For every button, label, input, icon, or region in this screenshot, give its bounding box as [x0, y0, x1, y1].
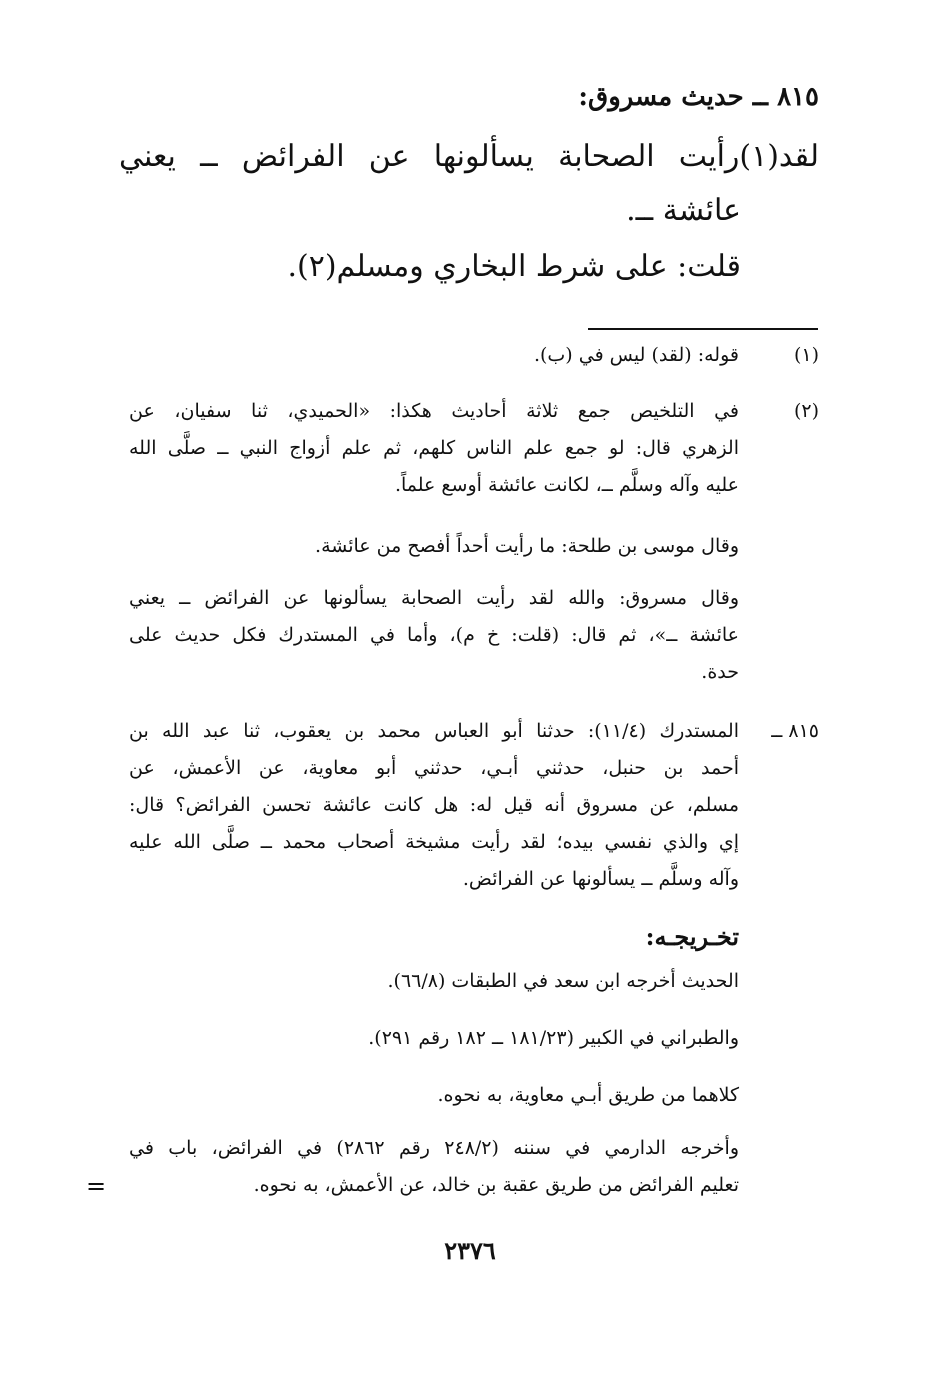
- footnote-2-line-3: عليه وآله وسلَّم ــ، لكانت عائشة أوسع علماً.: [394, 474, 739, 496]
- takhrij-p2: والطبراني في الكبير (١٨١/٢٣ ــ ١٨٢ رقم ٢٩١).: [368, 1027, 739, 1049]
- hadith-line-2: عائشة ــ.: [626, 193, 741, 228]
- footnote-2-para2: وقال موسى بن طلحة: ما رأيت أحداً أفصح من عائشة.: [315, 535, 739, 557]
- footnote-2-para3-line-3: حدة.: [701, 661, 739, 683]
- takhrij-title: تخـريجـه:: [645, 922, 739, 951]
- hadith-line-1: لقد(١)رأيت الصحابة يسألونها عن الفرائض ــ يعني: [119, 139, 819, 174]
- footnote-1-text: قوله: (لقد) ليس في (ب).: [533, 344, 739, 366]
- takhrij-p4-line-1: وأخرجه الدارمي في سننه (٢٤٨/٢ رقم ٢٨٦٢) في الفرائض، باب في: [129, 1137, 740, 1159]
- commentary-line-2: أحمد بن حنبل، حدثني أبـي، حدثني أبو معاوية، عن الأعمش، عن: [129, 757, 739, 779]
- page-number: ٢٣٧٦: [444, 1236, 496, 1265]
- hadith-line-3: قلت: على شرط البخاري ومسلم(٢).: [287, 249, 741, 284]
- commentary-line-3: مسلم، عن مسروق أنه قيل له: هل كانت عائشة تحسن الفرائض؟ قال:: [129, 794, 739, 816]
- footnote-2-line-2: الزهري قال: لو جمع علم الناس كلهم، ثم علم أزواج النبي ــ صلَّى الله: [129, 437, 739, 459]
- footnote-1-marker: (١): [793, 344, 819, 366]
- continuation-mark: =: [86, 1172, 107, 1200]
- commentary-line-5: وآله وسلَّم ــ يسألونها عن الفرائض.: [462, 868, 739, 890]
- takhrij-p4-line-2: تعليم الفرائض من طريق عقبة بن خالد، عن الأعمش، به نحوه.: [253, 1174, 739, 1196]
- commentary-marker: ٨١٥ ــ: [771, 720, 819, 742]
- footnote-2-line-1: في التلخيص جمع ثلاثة أحاديث هكذا: «الحميدي، ثنا سفيان، عن: [129, 400, 739, 422]
- footnote-separator: [588, 328, 818, 330]
- takhrij-p1: الحديث أخرجه ابن سعد في الطبقات (٦٦/٨).: [387, 970, 739, 992]
- commentary-line-4: إي والذي نفسي بيده؛ لقد رأيت مشيخة أصحاب محمد ــ صلَّى الله عليه: [129, 831, 739, 853]
- footnote-2-para3-line-2: عائشة ــ»، ثم قال: (قلت: خ م)، وأما في المستدرك فكل حديث على: [129, 624, 739, 646]
- hadith-heading: ٨١٥ ــ حديث مسروق:: [578, 82, 819, 112]
- commentary-line-1: المستدرك (١١/٤): حدثنا أبو العباس محمد بن يعقوب، ثنا عبد الله بن: [129, 720, 739, 742]
- footnote-2-marker: (٢): [793, 400, 819, 422]
- footnote-2-para3-line-1: وقال مسروق: والله لقد رأيت الصحابة يسألونها عن الفرائض ــ يعني: [129, 587, 739, 609]
- takhrij-p3: كلاهما من طريق أبـي معاوية، به نحوه.: [437, 1084, 739, 1106]
